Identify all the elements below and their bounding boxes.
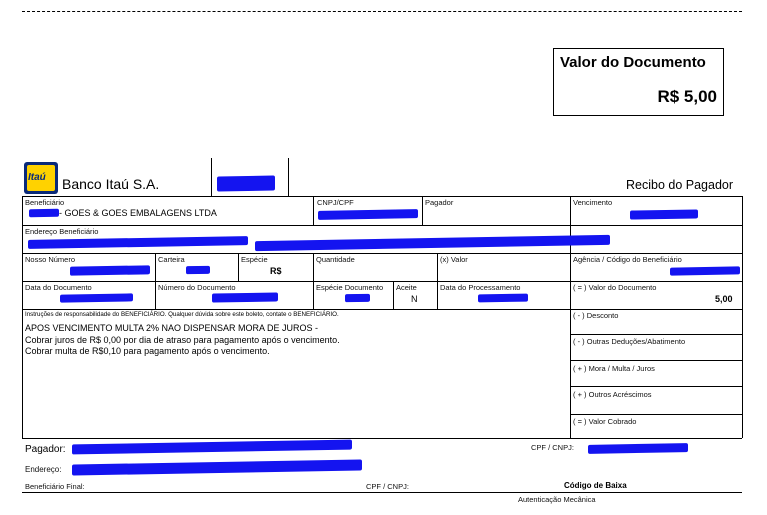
document-total-label: Valor do Documento: [560, 54, 706, 71]
valor-documento-value: 5,00: [715, 294, 733, 304]
side-line: [570, 360, 742, 361]
col-divider: [313, 253, 314, 309]
redaction: [72, 459, 362, 475]
col-divider: [238, 253, 239, 281]
redaction: [630, 209, 698, 219]
valor-cobrado-label: ( = ) Valor Cobrado: [573, 417, 637, 426]
instruction-line: Cobrar multa de R$0,10 para pagamento após o vencimento.: [25, 346, 270, 356]
table-line: [22, 281, 742, 282]
vencimento-label: Vencimento: [573, 198, 613, 207]
table-border-left: [22, 196, 23, 438]
redaction: [29, 209, 59, 218]
redaction: [318, 209, 418, 220]
table-line: [22, 225, 742, 226]
pagador-cpf-label: CPF / CNPJ:: [531, 443, 574, 452]
beneficiario-value: - GOES & GOES EMBALAGENS LTDA: [59, 208, 217, 218]
col-divider: [155, 253, 156, 309]
endereco-footer-label: Endereço:: [25, 465, 62, 474]
mora-multa-label: ( + ) Mora / Multa / Juros: [573, 364, 655, 373]
table-line: [22, 253, 742, 254]
codigo-baixa-label: Código de Baixa: [564, 481, 627, 490]
data-documento-label: Data do Documento: [25, 283, 92, 292]
instruction-line: Cobrar juros de R$ 0,00 por dia de atraso para pagamento após o vencimento.: [25, 335, 340, 345]
redaction: [217, 175, 275, 191]
quantidade-label: Quantidade: [316, 255, 355, 264]
redaction: [255, 235, 610, 251]
especie-documento-label: Espécie Documento: [316, 283, 384, 292]
col-divider: [437, 253, 438, 309]
table-border-right: [742, 196, 743, 438]
side-line: [570, 334, 742, 335]
header-divider-1: [211, 158, 212, 196]
col-divider: [570, 196, 571, 438]
pagador-label: Pagador: [425, 198, 454, 207]
receipt-title: Recibo do Pagador: [626, 178, 734, 192]
document-total-box: [553, 48, 724, 116]
itau-logo-text: Itaú: [28, 172, 46, 183]
valor-label: (x) Valor: [440, 255, 468, 264]
document-total-value: R$ 5,00: [657, 87, 717, 106]
instructions-label: Instruções de responsabilidade do BENEFICIÁRIO. Qualquer dúvida sobre este boleto, contate o BENEFICIÁRIO.: [25, 311, 339, 318]
aceite-value: N: [411, 294, 418, 304]
agencia-label: Agência / Código do Beneficiário: [573, 255, 682, 264]
redaction: [28, 236, 248, 249]
numero-documento-label: Número do Documento: [158, 283, 236, 292]
data-processamento-label: Data do Processamento: [440, 283, 521, 292]
itau-logo-inner: [27, 165, 55, 191]
col-divider: [422, 196, 423, 225]
redaction: [478, 294, 528, 303]
outros-acrescimos-label: ( + ) Outros Acréscimos: [573, 390, 652, 399]
bank-name: Banco Itaú S.A.: [62, 176, 160, 192]
outras-deducoes-label: ( - ) Outras Deduções/Abatimento: [573, 337, 686, 346]
itau-logo: [24, 162, 58, 194]
instruction-line: APOS VENCIMENTO MULTA 2% NAO DISPENSAR MORA DE JUROS -: [25, 323, 319, 333]
redaction: [588, 443, 688, 454]
beneficiario-final-label: Beneficiário Final:: [25, 482, 85, 491]
col-divider: [313, 196, 314, 225]
cut-line: [22, 11, 742, 12]
table-line: [22, 438, 742, 439]
pagador-footer-label: Pagador:: [25, 444, 66, 455]
redaction: [670, 266, 740, 275]
table-line: [22, 196, 742, 197]
footer-line: [22, 492, 742, 493]
redaction: [345, 294, 370, 302]
endereco-beneficiario-label: Endereço Beneficiário: [25, 227, 99, 236]
redaction: [70, 265, 150, 275]
valor-documento-label: ( = ) Valor do Documento: [573, 283, 657, 292]
beneficiario-label: Beneficiário: [25, 198, 65, 207]
redaction: [60, 293, 133, 302]
aceite-label: Aceite: [396, 283, 417, 292]
cnpj-label: CNPJ/CPF: [317, 198, 354, 207]
autenticacao-label: Autenticação Mecânica: [518, 495, 596, 504]
desconto-label: ( - ) Desconto: [573, 311, 619, 320]
side-line: [570, 386, 742, 387]
carteira-label: Carteira: [158, 255, 185, 264]
side-line: [570, 414, 742, 415]
redaction: [72, 440, 352, 455]
col-divider: [393, 281, 394, 309]
especie-value: R$: [270, 266, 282, 276]
beneficiario-final-cpf-label: CPF / CNPJ:: [366, 482, 409, 491]
table-line: [22, 309, 742, 310]
header-divider-2: [288, 158, 289, 196]
especie-label: Espécie: [241, 255, 268, 264]
redaction: [212, 292, 278, 302]
redaction: [186, 266, 210, 274]
nosso-numero-label: Nosso Número: [25, 255, 76, 264]
